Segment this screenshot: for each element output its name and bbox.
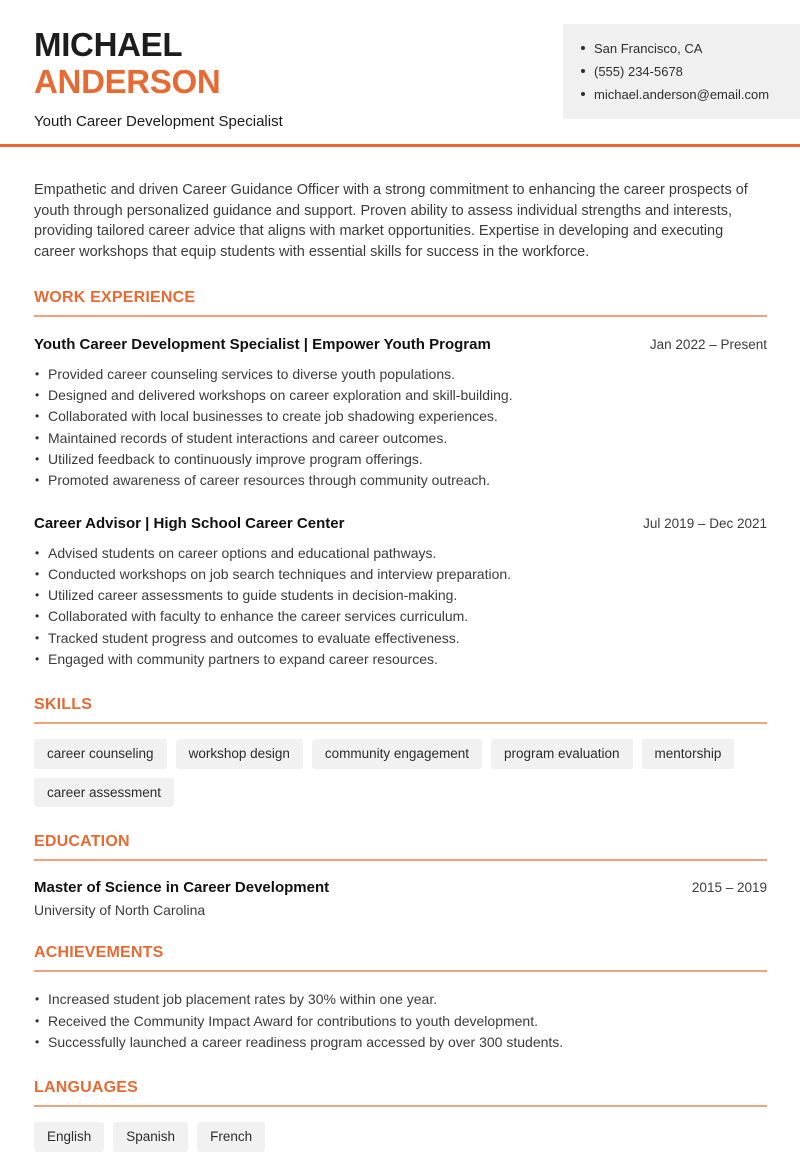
bullet-item: • Increased student job placement rates by 30% within one year. xyxy=(34,989,767,1010)
languages-heading: LANGUAGES xyxy=(34,1079,139,1097)
education-dates: 2015 – 2019 xyxy=(691,880,767,896)
header-divider xyxy=(0,144,800,147)
job-bullet-list xyxy=(34,543,767,671)
education-heading: EDUCATION xyxy=(34,833,130,851)
job-bullet-list xyxy=(34,364,767,492)
first-name: MICHAEL xyxy=(34,26,183,63)
education-school: University of North Carolina xyxy=(34,902,206,919)
bullet-item: • Tracked student progress and outcomes to evaluate effectiveness. xyxy=(34,628,767,649)
bullet-item: • Utilized career assessments to guide students in decision-making. xyxy=(34,585,767,606)
main-content xyxy=(34,180,767,1152)
job-entry xyxy=(34,515,767,671)
bullet-dot-icon xyxy=(581,46,585,50)
summary-paragraph: Empathetic and driven Career Guidance Officer with a strong commitment to enhancing the career prospects of youth through personalized guidance and support. Proven ability to assess individual strengths and interests, providing tailored career advice that aligns with market opportunities. Expertise in developing and executing career workshops that equip students with essential skills for success in the workforce. xyxy=(34,182,748,261)
contact-location: San Francisco, CA xyxy=(581,37,786,60)
bullet-item: • Designed and delivered workshops on career exploration and skill-building. xyxy=(34,385,767,406)
section-rule xyxy=(34,1105,767,1107)
skills-heading: SKILLS xyxy=(34,696,93,714)
skill-tag: career assessment xyxy=(34,778,174,808)
achievements-heading: ACHIEVEMENTS xyxy=(34,944,164,962)
bullet-item: • Engaged with community partners to expand career resources. xyxy=(34,649,767,670)
last-name: ANDERSON xyxy=(34,63,221,100)
contact-phone: (555) 234-5678 xyxy=(581,60,786,83)
bullet-dot-icon xyxy=(581,92,585,96)
language-tag: English xyxy=(34,1122,104,1152)
skill-tag: community engagement xyxy=(312,739,482,769)
section-rule xyxy=(34,859,767,861)
header xyxy=(0,0,800,130)
degree-title: Master of Science in Career Development xyxy=(34,879,330,897)
bullet-item: • Provided career counseling services to diverse youth populations. xyxy=(34,364,767,385)
section-languages xyxy=(34,1079,767,1152)
education-title-row xyxy=(34,879,767,896)
skill-tag: workshop design xyxy=(176,739,303,769)
bullet-item: • Successfully launched a career readiness program accessed by over 300 students. xyxy=(34,1032,767,1053)
achievements-bullet-list xyxy=(34,989,767,1053)
skills-tag-list xyxy=(34,739,767,807)
education-entry xyxy=(34,879,767,918)
job-entry xyxy=(34,336,767,492)
section-achievements xyxy=(34,944,767,1053)
section-rule xyxy=(34,722,767,724)
job-title-row xyxy=(34,336,767,353)
section-rule xyxy=(34,970,767,972)
section-education xyxy=(34,833,767,918)
bullet-item: • Maintained records of student interactions and career outcomes. xyxy=(34,428,767,449)
section-work-experience xyxy=(34,289,767,671)
work-experience-heading: WORK EXPERIENCE xyxy=(34,288,196,306)
bullet-item: • Promoted awareness of career resources through community outreach. xyxy=(34,470,767,491)
skill-tag: program evaluation xyxy=(491,739,633,769)
job-title: Youth Career Development Specialist | Empower Youth Program xyxy=(34,335,491,353)
candidate-name xyxy=(34,26,283,100)
section-rule xyxy=(34,315,767,317)
section-skills xyxy=(34,696,767,807)
candidate-headline: Youth Career Development Specialist xyxy=(34,113,283,130)
bullet-item: • Utilized feedback to continuously improve program offerings. xyxy=(34,449,767,470)
language-tag: Spanish xyxy=(113,1122,188,1152)
bullet-item: • Collaborated with local businesses to create job shadowing experiences. xyxy=(34,406,767,427)
contact-card xyxy=(563,24,800,119)
job-title-row xyxy=(34,515,767,532)
job-title: Career Advisor | High School Career Center xyxy=(34,514,345,532)
skill-tag: career counseling xyxy=(34,739,167,769)
job-dates: Jan 2022 – Present xyxy=(649,336,767,352)
skill-tag: mentorship xyxy=(642,739,735,769)
bullet-item: • Received the Community Impact Award for contributions to youth development. xyxy=(34,1011,767,1032)
bullet-dot-icon xyxy=(581,69,585,73)
bullet-item: • Collaborated with faculty to enhance the career services curriculum. xyxy=(34,606,767,627)
contact-list xyxy=(581,37,786,106)
job-dates: Jul 2019 – Dec 2021 xyxy=(643,515,767,531)
bullet-item: • Conducted workshops on job search techniques and interview preparation. xyxy=(34,564,767,585)
header-identity xyxy=(34,24,283,130)
bullet-item: • Advised students on career options and educational pathways. xyxy=(34,543,767,564)
languages-tag-list xyxy=(34,1122,767,1152)
contact-email: michael.anderson@email.com xyxy=(581,83,786,106)
language-tag: French xyxy=(197,1122,265,1152)
